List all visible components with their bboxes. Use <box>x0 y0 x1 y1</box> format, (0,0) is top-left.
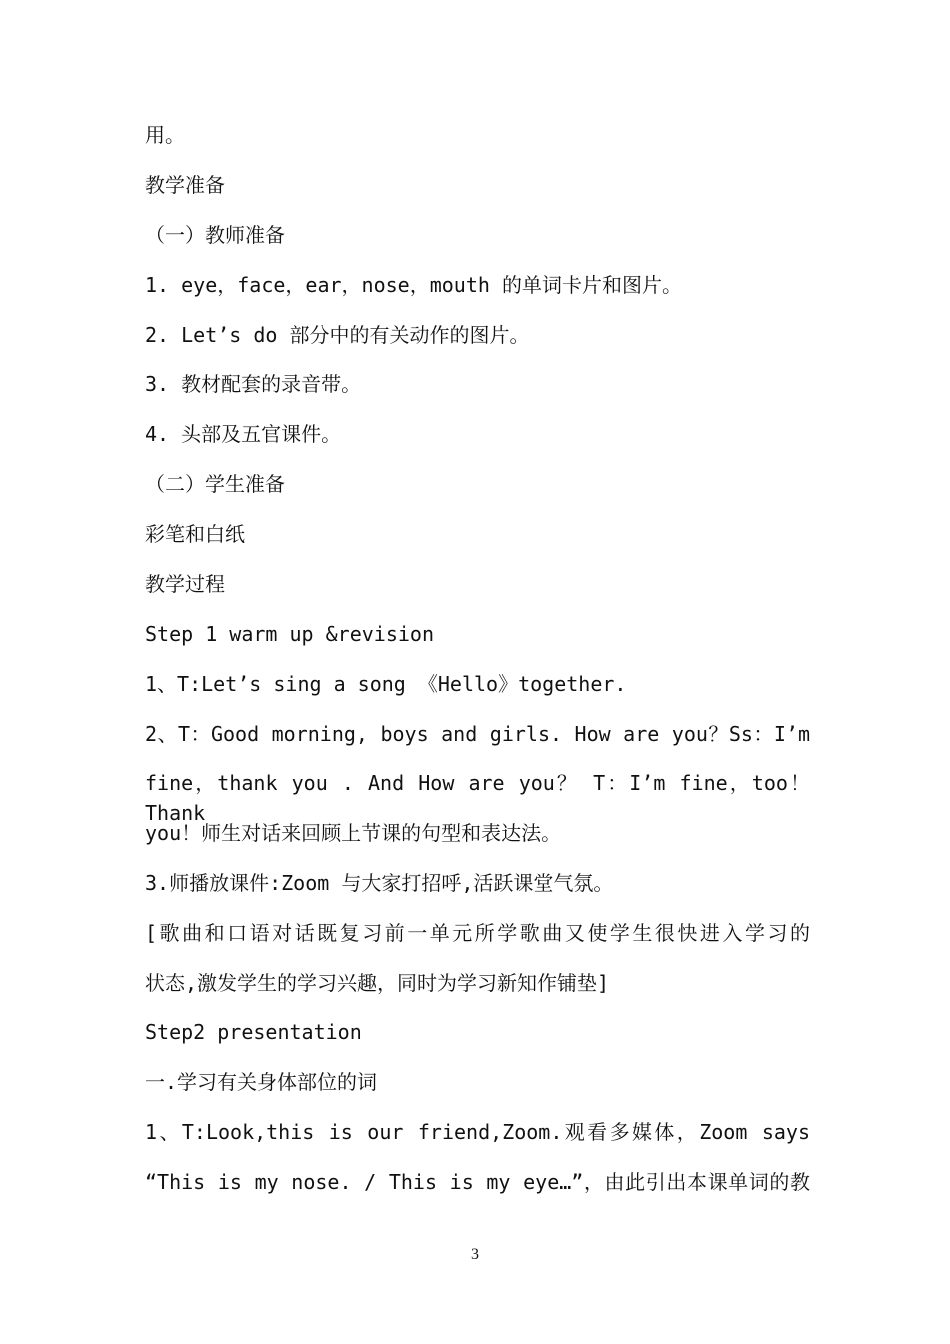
step-heading: Step 1 warm up &revision <box>145 622 434 646</box>
list-item: 3. 教材配套的录音带。 <box>145 372 362 396</box>
page-number: 3 <box>471 1246 479 1263</box>
list-item: 2. Let’s do 部分中的有关动作的图片。 <box>145 323 530 347</box>
step-heading: Step2 presentation <box>145 1020 362 1044</box>
text-line: you！师生对话来回顾上节课的句型和表达法。 <box>145 821 562 845</box>
list-item: 4. 头部及五官课件。 <box>145 422 342 446</box>
text-line: 3.师播放课件:Zoom 与大家打招呼,活跃课堂气氛。 <box>145 871 614 895</box>
text-line: 状态,激发学生的学习兴趣，同时为学习新知作铺垫] <box>145 971 610 995</box>
text-line: “This is my nose. / This is my eye…”，由此引出本课单词的教 <box>145 1170 810 1194</box>
text-line: 用。 <box>145 123 185 147</box>
list-item: 1. eye，face，ear，nose，mouth 的单词卡片和图片。 <box>145 273 682 297</box>
section-heading: 教学准备 <box>145 173 225 197</box>
text-line: 1、T:Let’s sing a song 《Hello》together. <box>145 672 627 696</box>
section-heading: 教学过程 <box>145 572 225 596</box>
text-line: fine，thank you . And How are you？ T：I’m fine，too！Thank <box>145 771 810 825</box>
text-line: 2、T：Good morning, boys and girls. How are you？Ss：I’m <box>145 722 810 746</box>
subsection-heading: （一）教师准备 <box>145 223 285 247</box>
text-line: [歌曲和口语对话既复习前一单元所学歌曲又使学生很快进入学习的 <box>145 921 810 945</box>
subsection-heading: 一.学习有关身体部位的词 <box>145 1070 378 1094</box>
subsection-heading: （二）学生准备 <box>145 472 285 496</box>
text-line: 1、T:Look,this is our friend,Zoom.观看多媒体，Zoom says <box>145 1120 810 1144</box>
text-line: 彩笔和白纸 <box>145 522 245 546</box>
